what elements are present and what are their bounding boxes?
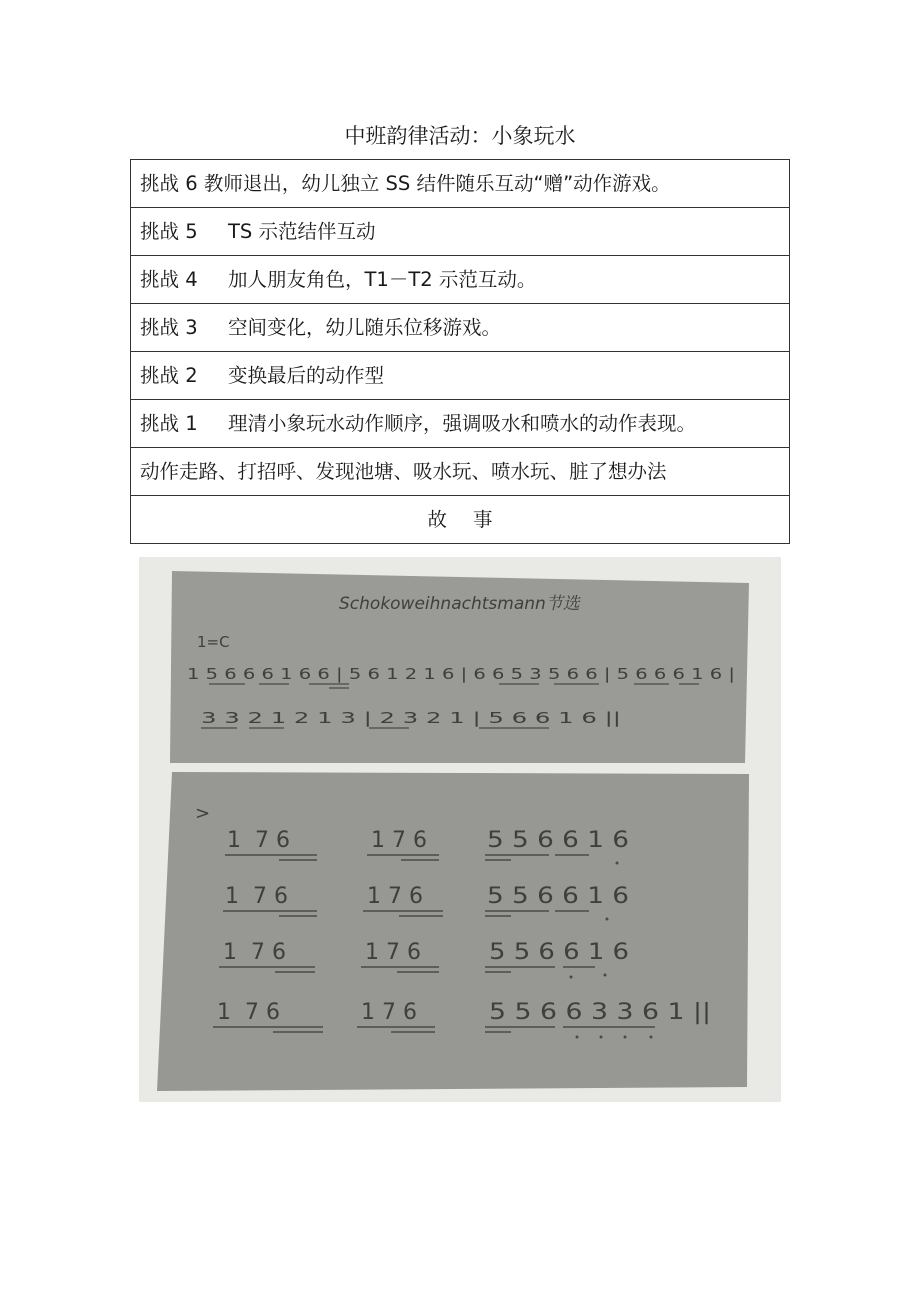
challenge-2-cell [131, 352, 790, 400]
row-label: 挑战 1 [140, 411, 198, 435]
row-label: 挑战 6 [140, 171, 198, 195]
score-key: 1=C [197, 633, 230, 651]
row-label: 挑战 3 [140, 315, 198, 339]
measure-text: 1 7 6 [227, 828, 290, 853]
table-row [131, 400, 790, 448]
table-row [131, 448, 790, 496]
row-text: 空间变化，幼儿随乐位移游戏。 [228, 315, 502, 339]
score-photo-svg [139, 557, 781, 1102]
score-line-2: 3 3 2 1 2 1 3 | 2 3 2 1 | 5 6 6 1 6 || [201, 709, 621, 727]
table-row [131, 496, 790, 544]
score-photo [139, 557, 781, 1102]
table-row [131, 256, 790, 304]
challenge-4-cell [131, 256, 790, 304]
measure-text: 1 7 6 [365, 940, 421, 965]
row-label: 挑战 2 [140, 363, 198, 387]
accent-mark: > [195, 803, 211, 824]
table-row [131, 352, 790, 400]
challenge-3-cell [131, 304, 790, 352]
page-title: 中班韵律活动：小象玩水 [344, 124, 576, 148]
measure-text: 5 5 6 6 1 6 [489, 940, 629, 965]
row-text: 变换最后的动作型 [228, 363, 385, 387]
row-label: 挑战 4 [140, 267, 198, 291]
row-text: 教师退出，幼儿独立 SS 结件随乐互动“赠”动作游戏。 [203, 171, 671, 195]
row-label: 挑战 5 [140, 219, 198, 243]
measure-text: 1 7 6 [367, 884, 423, 909]
measure-text: 1 7 6 [371, 828, 427, 853]
measure-text: 5 5 6 6 3 3 6 1 || [489, 1000, 711, 1025]
score-line-1: 1 5 6 6 6 1 6 6 | 5 6 1 2 1 6 | 6 6 5 3 5 6 6 | 5 6 6 6 1 6 | [187, 665, 735, 683]
row-text: TS 示范结伴互动 [228, 219, 376, 243]
measure-text: 5 5 6 6 1 6 [487, 828, 629, 853]
measure-text: 1 7 6 [361, 1000, 417, 1025]
bottom-score-card [157, 772, 749, 1091]
measure-text: 1 7 6 [225, 884, 288, 909]
challenge-1-cell [131, 400, 790, 448]
challenge-table [130, 159, 790, 544]
actions-cell [131, 448, 790, 496]
measure-text: 1 7 6 [217, 1000, 280, 1025]
challenge-5-cell [131, 208, 790, 256]
score-heading: Schokoweihnachtsmann节选 [339, 594, 580, 614]
challenge-6-cell [131, 160, 790, 208]
story-cell [131, 496, 790, 544]
measure-text: 5 5 6 6 1 6 [487, 884, 629, 909]
row-text: 动作走路、打招呼、发现池塘、吸水玩、喷水玩、脏了想办法 [140, 459, 667, 483]
row-text: 加人朋友角色，T1－T2 示范互动。 [228, 267, 537, 291]
table-row [131, 160, 790, 208]
row-text: 理清小象玩水动作顺序，强调吸水和喷水的动作表现。 [228, 411, 697, 435]
row-text: 故事 [427, 507, 519, 531]
table-row [131, 208, 790, 256]
measure-text: 1 7 6 [223, 940, 286, 965]
table-row [131, 304, 790, 352]
